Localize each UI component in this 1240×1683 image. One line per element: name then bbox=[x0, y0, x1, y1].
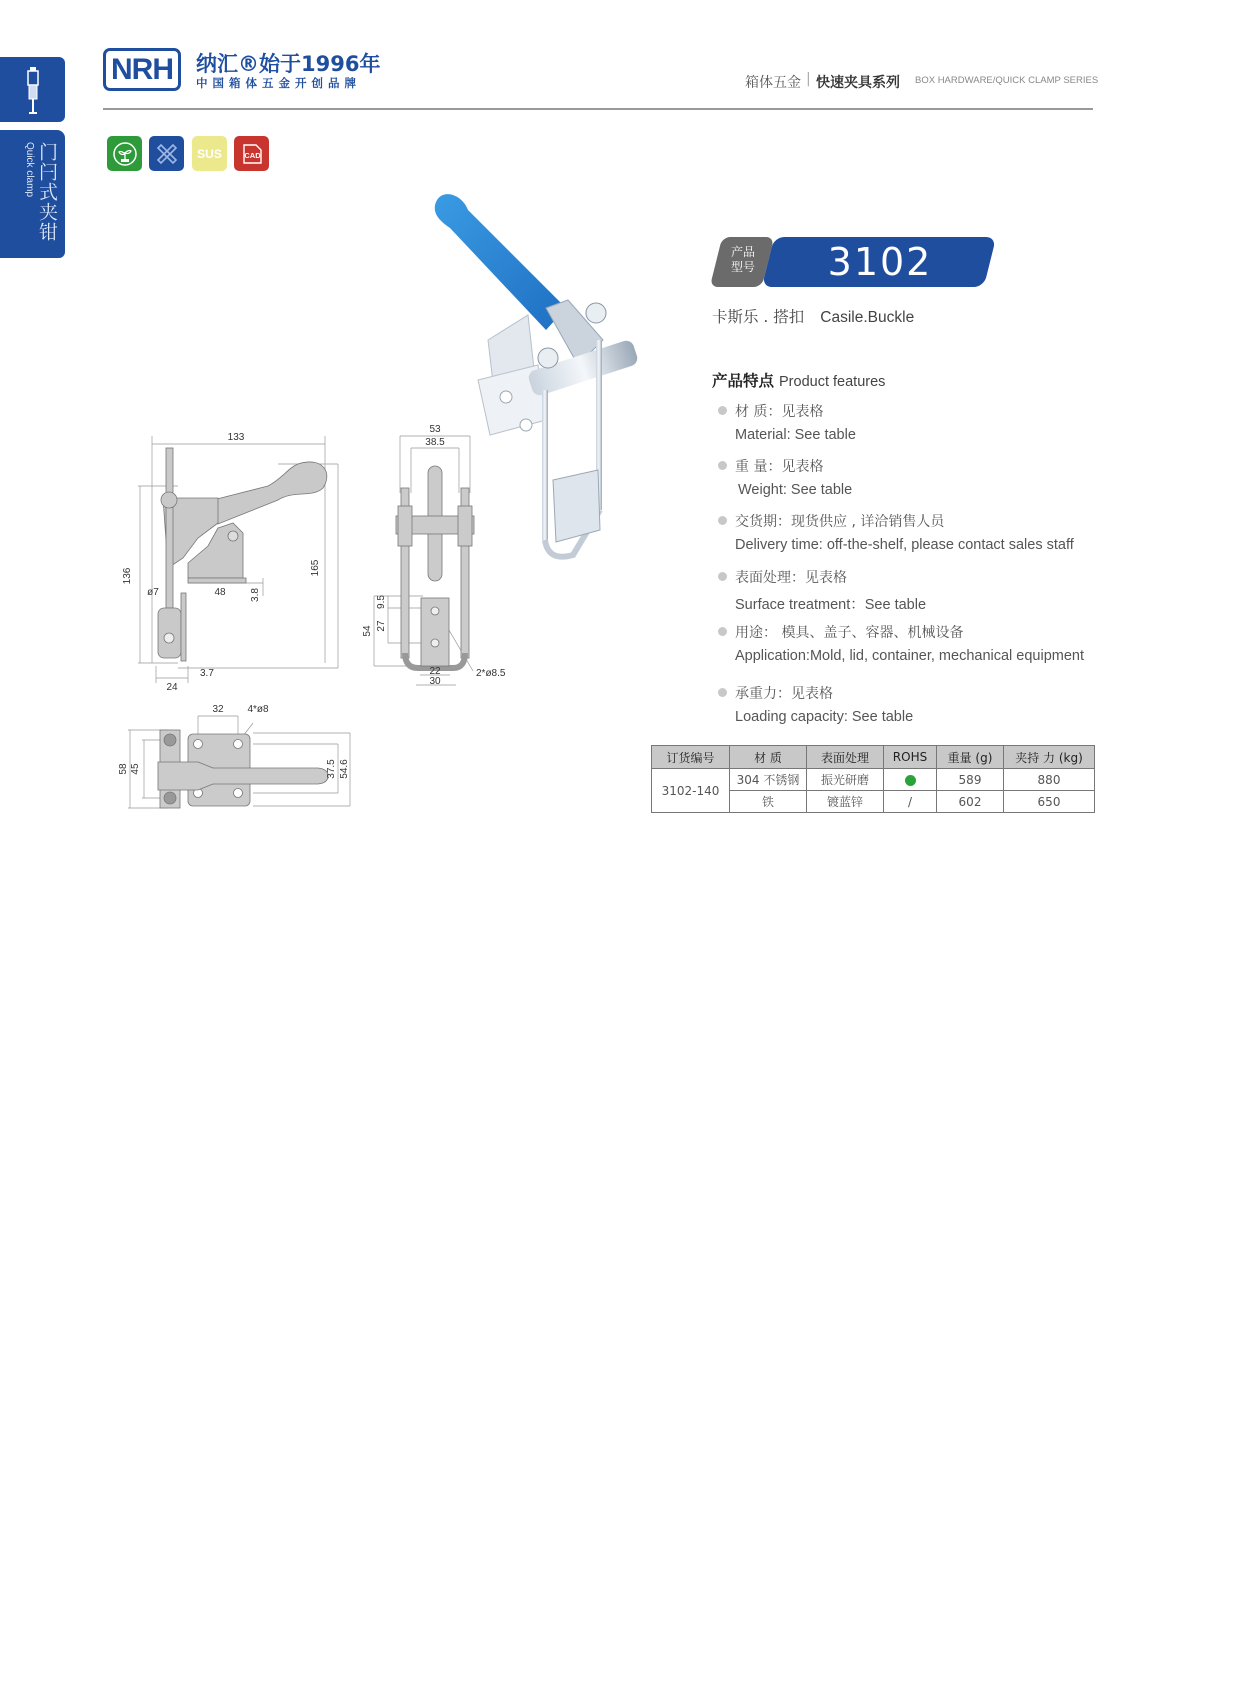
svg-text:3.8: 3.8 bbox=[250, 588, 261, 602]
side-view-drawing bbox=[118, 428, 353, 693]
svg-text:ø7: ø7 bbox=[147, 587, 159, 598]
feature-material: 材 质：见表格 Material: See table bbox=[718, 401, 856, 443]
svg-text:2*ø8.5: 2*ø8.5 bbox=[476, 668, 506, 679]
svg-text:27: 27 bbox=[376, 620, 387, 632]
feature-delivery: 交货期：现货供应 , 详洽销售人员 Delivery time: off-the-shelf, please contact sales staff bbox=[718, 511, 1074, 553]
svg-text:48: 48 bbox=[214, 587, 226, 598]
svg-text:30: 30 bbox=[429, 676, 441, 687]
front-view-drawing bbox=[358, 418, 523, 693]
svg-text:165: 165 bbox=[310, 559, 321, 577]
feature-weight: 重 量：见表格 Weight: See table bbox=[718, 456, 852, 498]
header-separator: | bbox=[806, 71, 811, 87]
table-row: 铁 镀蓝锌 / 602 650 bbox=[652, 791, 1095, 813]
bullet-icon bbox=[718, 516, 727, 525]
svg-text:58: 58 bbox=[118, 763, 129, 775]
cad-file-icon bbox=[234, 136, 269, 171]
feature-application: 用途： 模具、盖子、容器、机械设备 Application:Mold, lid, container, mechanical equipment bbox=[718, 622, 1084, 664]
sidebar-tab-product[interactable] bbox=[0, 57, 65, 122]
brand-tagline: 中国箱体五金开创品牌 bbox=[196, 76, 361, 90]
svg-text:54.6: 54.6 bbox=[339, 759, 350, 779]
sus-icon: SUS bbox=[192, 136, 227, 171]
product-name: 卡斯乐 . 搭扣 Casile.Buckle bbox=[712, 308, 915, 326]
design-tools-icon bbox=[149, 136, 184, 171]
bullet-icon bbox=[718, 627, 727, 636]
model-label: 产品 型号 bbox=[730, 245, 755, 274]
feature-loading: 承重力：见表格 Loading capacity: See table bbox=[718, 683, 913, 725]
features-title: 产品特点 Product features bbox=[712, 372, 886, 390]
rohs-icon bbox=[107, 136, 142, 171]
bullet-icon bbox=[718, 688, 727, 697]
bullet-icon bbox=[718, 406, 727, 415]
order-number: 3102-140 bbox=[652, 769, 730, 813]
feature-surface: 表面处理：见表格 Surface treatment：See table bbox=[718, 567, 926, 614]
category-label: 箱体五金 bbox=[745, 75, 801, 91]
svg-text:3.7: 3.7 bbox=[200, 668, 214, 679]
blue-handle bbox=[435, 194, 566, 330]
bullet-icon bbox=[718, 461, 727, 470]
svg-text:CAD: CAD bbox=[243, 150, 261, 160]
svg-text:133: 133 bbox=[227, 432, 245, 443]
bullet-icon bbox=[718, 572, 727, 581]
spec-table bbox=[651, 745, 1095, 813]
series-label-en: BOX HARDWARE/QUICK CLAMP SERIES bbox=[915, 75, 1099, 86]
table-row: 3102-140 304 不锈钢 振光研磨 589 880 bbox=[652, 769, 1095, 791]
rohs-compliant-icon bbox=[905, 775, 916, 786]
brand-name: 纳汇®始于1996年 bbox=[196, 52, 381, 76]
sidebar-tab-quick-clamp[interactable] bbox=[0, 130, 65, 258]
table-header-row: 订货编号 材 质 表面处理 ROHS 重量 (g) 夹持 力 (kg) bbox=[652, 746, 1095, 769]
nrh-logo: NRH bbox=[103, 48, 181, 91]
sidebar-label-cn: 门闩式夹钳 bbox=[36, 142, 58, 242]
top-view-drawing bbox=[118, 698, 363, 813]
svg-text:32: 32 bbox=[212, 704, 224, 715]
svg-text:22: 22 bbox=[429, 666, 441, 677]
svg-text:37.5: 37.5 bbox=[326, 759, 337, 779]
series-label: 快速夹具系列 bbox=[816, 75, 900, 91]
svg-text:9.5: 9.5 bbox=[376, 595, 387, 609]
model-number: 3102 bbox=[827, 240, 933, 284]
svg-text:24: 24 bbox=[166, 682, 178, 693]
clamp-icon bbox=[0, 57, 65, 122]
svg-text:4*ø8: 4*ø8 bbox=[247, 704, 269, 715]
sidebar-label-en: Quick clamp bbox=[24, 142, 35, 198]
svg-text:136: 136 bbox=[122, 567, 133, 585]
svg-text:45: 45 bbox=[130, 763, 141, 775]
svg-text:54: 54 bbox=[362, 625, 373, 637]
svg-text:38.5: 38.5 bbox=[425, 437, 445, 448]
svg-text:53: 53 bbox=[429, 424, 441, 435]
header-divider bbox=[103, 108, 1093, 110]
